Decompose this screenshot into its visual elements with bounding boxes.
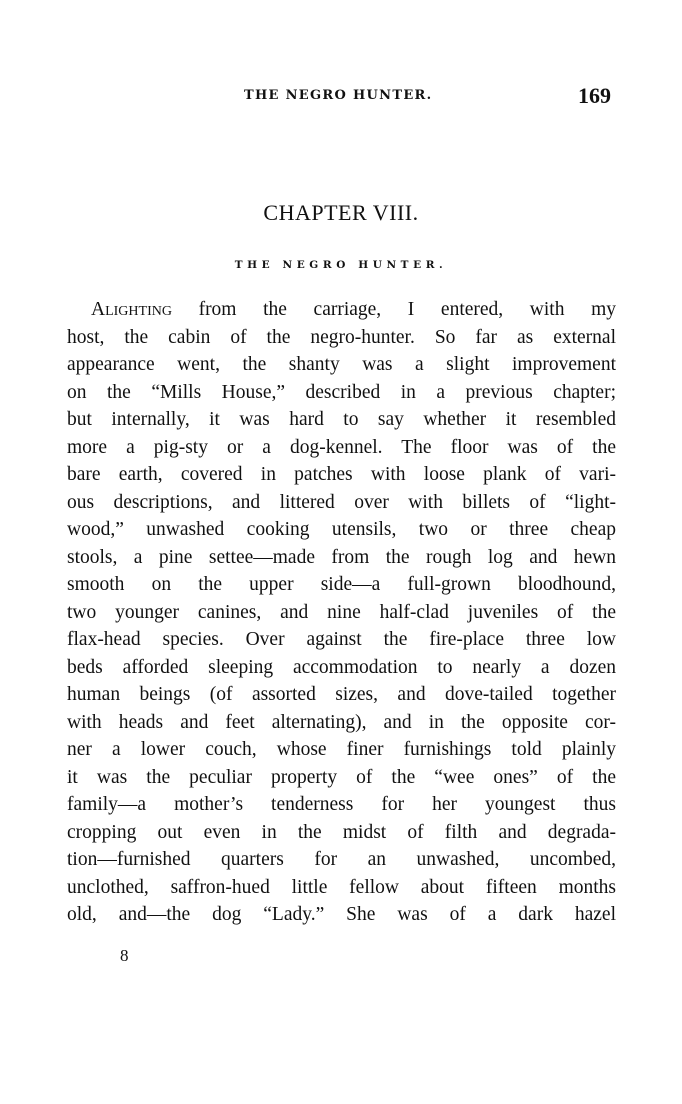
- text-line: but internally, it was hard to say whether it resembled: [67, 409, 616, 430]
- text-line: ous descriptions, and littered over with billets of “light-: [67, 491, 616, 513]
- text-line: [67, 296, 616, 324]
- text-line: human beings (of assorted sizes, and dove-tailed together: [67, 684, 616, 705]
- opening-word: Alighting: [91, 299, 172, 320]
- text-line: smooth on the upper side—a full-grown bloodhound,: [67, 574, 616, 595]
- chapter-subtitle: THE NEGRO HUNTER.: [234, 259, 448, 271]
- text-line: cropping out even in the midst of filth and degrada-: [67, 821, 616, 843]
- text-line: host, the cabin of the negro-hunter. So far as external: [67, 326, 616, 348]
- text-line: two younger canines, and nine half-clad juveniles of the: [67, 601, 616, 623]
- text-line: flax-head species. Over against the fire-place three low: [67, 629, 616, 650]
- text-line: on the “Mills House,” described in a previous chapter;: [67, 381, 616, 403]
- running-head: THE NEGRO HUNTER.: [244, 88, 433, 103]
- body-text: [67, 296, 616, 929]
- text-line: it was the peculiar property of the “wee ones” of the: [67, 766, 616, 788]
- text-line: beds afforded sleeping accommodation to nearly a dozen: [67, 656, 616, 678]
- text-line: wood,” unwashed cooking utensils, two or three cheap: [67, 519, 616, 540]
- signature-mark: 8: [120, 946, 129, 965]
- text-line-rest: from the carriage, I entered, with my: [171, 299, 616, 320]
- chapter-title: CHAPTER VIII.: [263, 200, 419, 225]
- text-line: appearance went, the shanty was a slight improvement: [67, 354, 616, 375]
- text-line: unclothed, saffron-hued little fellow about fifteen months: [67, 876, 616, 898]
- page-number: 169: [578, 83, 611, 108]
- text-line: family—a mother’s tenderness for her youngest thus: [67, 794, 616, 815]
- text-line: more a pig-sty or a dog-kennel. The floor was of the: [67, 436, 616, 458]
- text-line: stools, a pine settee—made from the rough log and hewn: [67, 546, 616, 568]
- text-line: with heads and feet alternating), and in the opposite cor-: [67, 711, 616, 733]
- text-line: bare earth, covered in patches with loose plank of vari-: [67, 464, 616, 485]
- text-line: ner a lower couch, whose finer furnishings told plainly: [67, 739, 616, 760]
- text-line: old, and—the dog “Lady.” She was of a dark hazel: [67, 904, 616, 925]
- text-line: tion—furnished quarters for an unwashed, uncombed,: [67, 849, 616, 870]
